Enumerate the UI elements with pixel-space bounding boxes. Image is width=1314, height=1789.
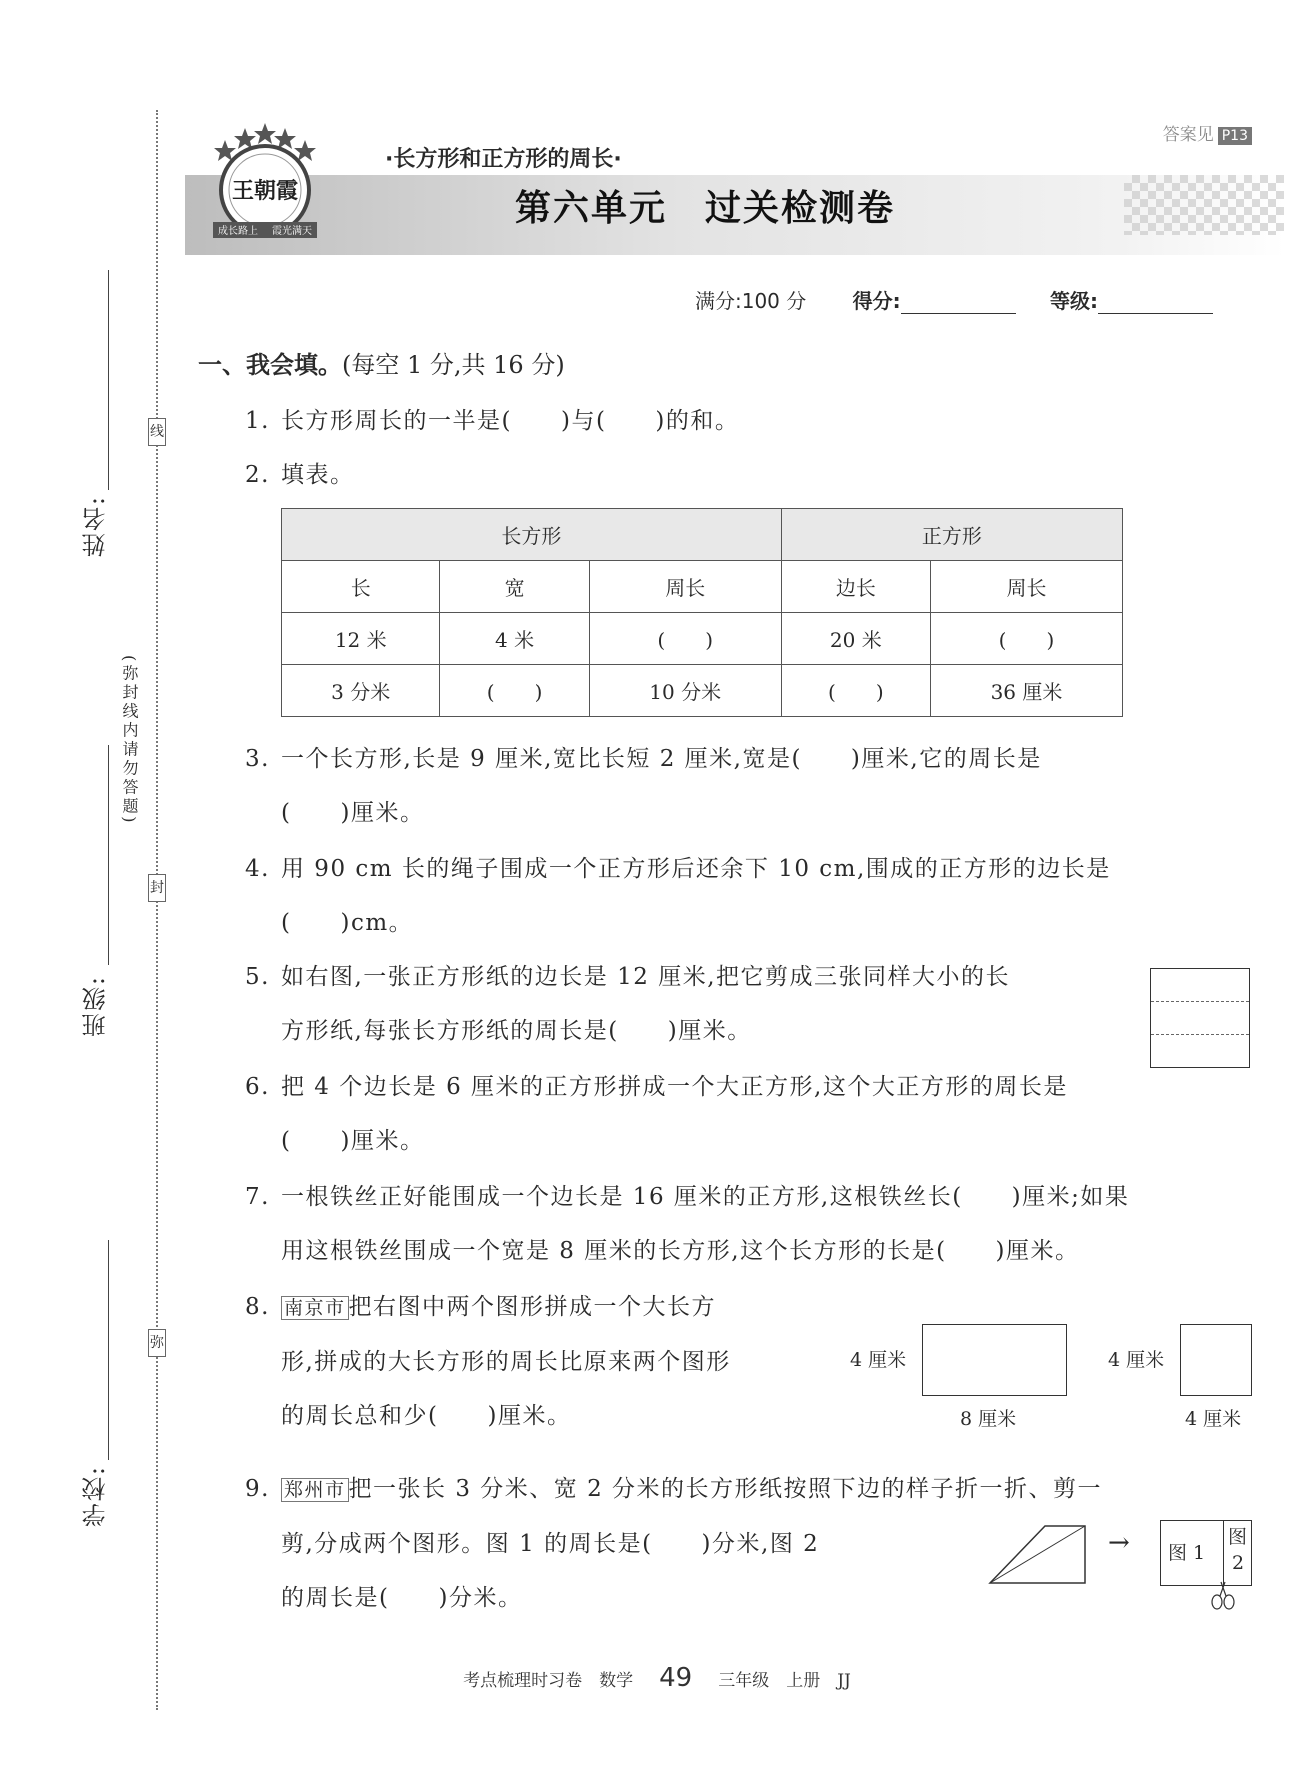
binding-dotted-line [156,110,158,1710]
city-tag: 南京市 [281,1296,349,1320]
grade-blank[interactable] [1098,294,1213,314]
unit-subtitle: ·长方形和正方形的周长· [385,147,622,172]
question-number: 6. [245,1074,270,1100]
logo-name: 王朝霞 [231,178,299,204]
score-line [695,285,1241,314]
question-text-cont: 的周长总和少( )厘米。 [281,1403,572,1429]
question-9 [245,1462,1102,1625]
table-group-square: 正方形 [781,509,1122,561]
question-text: 一根铁丝正好能围成一个边长是 16 厘米的正方形,这根铁丝长( )厘米;如果 [281,1184,1130,1210]
q9-folded-paper-icon [985,1518,1095,1588]
scissors-icon [1208,1580,1238,1610]
table-row [282,613,1123,665]
table-header: 边长 [781,561,930,613]
question-text: 长方形周长的一半是( )与( )的和。 [281,408,740,434]
table-row [282,665,1123,717]
question-text: 把一张长 3 分米、宽 2 分米的长方形纸按照下边的样子折一折、剪一 [348,1476,1103,1502]
question-text-cont: ( )厘米。 [281,800,425,826]
binding-mark-mi: 弥 [148,1329,166,1357]
table-cell: 10 分米 [589,665,781,717]
city-tag: 郑州市 [281,1478,349,1502]
q9-fig2-label: 图 [1228,1526,1248,1548]
table-answer-cell[interactable]: ( ) [930,613,1122,665]
footer-left: 考点梳理时习卷 数学 [463,1671,634,1691]
question-7 [245,1170,1129,1278]
question-5 [245,950,1010,1058]
q8-rect-width-label: 8 厘米 [960,1408,1017,1430]
question-text-cont: 方形纸,每张长方形纸的周长是( )厘米。 [281,1018,752,1044]
page-number: 49 [659,1663,693,1693]
question-text-cont: ( )cm。 [281,910,414,936]
table-header: 周长 [589,561,781,613]
name-blank-line[interactable] [108,270,109,490]
table-header: 长 [282,561,440,613]
page-footer [0,1663,1314,1693]
question-3 [245,732,1042,840]
question-number: 9. [245,1476,270,1502]
footer-right: 三年级 上册 JJ [718,1671,851,1691]
table-header: 周长 [930,561,1122,613]
table-header: 宽 [440,561,589,613]
question-number: 2. [245,462,270,488]
question-number: 3. [245,746,270,772]
score-blank[interactable] [901,294,1016,314]
table-group-rectangle: 长方形 [282,509,782,561]
header-checker-pattern [1124,175,1284,235]
question-1 [245,394,739,448]
question-2 [245,448,355,502]
seal-notice: (弥封线内请勿答题) [120,655,139,826]
question-text: 把右图中两个图形拼成一个大长方 [348,1294,717,1320]
school-blank-line[interactable] [108,1240,109,1460]
question-text: 用 90 cm 长的绳子围成一个正方形后还余下 10 cm,围成的正方形的边长是 [281,856,1111,882]
section-title: 一、我会填。 [198,351,342,379]
class-blank-line[interactable] [108,745,109,965]
table-cell: 3 分米 [282,665,440,717]
logo-motto-right: 霞光满天 [272,226,312,237]
question-text-cont: 的周长是( )分米。 [281,1585,523,1611]
question-number: 8. [245,1294,270,1320]
question-number: 7. [245,1184,270,1210]
table-answer-cell[interactable]: ( ) [440,665,589,717]
q8-rect-height-label: 4 厘米 [850,1349,907,1371]
table-answer-cell[interactable]: ( ) [589,613,781,665]
q8-rectangle-figure [922,1324,1067,1396]
name-label: 姓名: [82,495,110,558]
q9-fig1-label: 图 1 [1168,1542,1206,1564]
score-label: 得分: [852,289,901,313]
q5-cut-line [1151,1001,1249,1002]
q9-fig2-label-num: 2 [1232,1552,1245,1574]
table-cell: 12 米 [282,613,440,665]
table-cell: 20 米 [781,613,930,665]
q9-arrow: → [1108,1528,1130,1558]
section-heading [198,345,565,380]
logo-motto-left: 成长路上 [218,226,258,237]
class-label: 班级: [82,975,110,1038]
q5-cut-line [1151,1034,1249,1035]
full-score: 满分:100 分 [695,289,807,313]
question-text: 把 4 个边长是 6 厘米的正方形拼成一个大正方形,这个大正方形的周长是 [281,1074,1068,1100]
page-title: 第六单元 过关检测卷 [515,188,896,229]
binding-mark-line: 线 [148,418,166,446]
q8-square-width-label: 4 厘米 [1185,1408,1242,1430]
q8-square-figure [1180,1324,1252,1396]
question-6 [245,1060,1068,1168]
question-number: 5. [245,964,270,990]
question-text-cont: 用这根铁丝围成一个宽是 8 厘米的长方形,这个长方形的长是( )厘米。 [281,1238,1080,1264]
question-text-cont: ( )厘米。 [281,1128,425,1154]
answer-reference [1163,120,1252,145]
question-text: 填表。 [281,462,355,488]
question-text-cont: 形,拼成的大长方形的周长比原来两个图形 [281,1349,731,1375]
question-4 [245,842,1111,950]
question-text-cont: 剪,分成两个图形。图 1 的周长是( )分米,图 2 [281,1531,820,1557]
question-number: 4. [245,856,270,882]
answer-ref-label: 答案见 [1162,125,1214,145]
q8-square-height-label: 4 厘米 [1108,1349,1165,1371]
question-text: 如右图,一张正方形纸的边长是 12 厘米,把它剪成三张同样大小的长 [281,964,1011,990]
table-answer-cell[interactable]: ( ) [781,665,930,717]
school-label: 学校: [82,1465,110,1528]
section-points: (每空 1 分,共 16 分) [342,351,565,379]
q9-cut-divider [1223,1520,1224,1586]
question-number: 1. [245,408,270,434]
q5-square-figure [1150,968,1250,1068]
question-8 [245,1280,731,1443]
question-text: 一个长方形,长是 9 厘米,宽比长短 2 厘米,宽是( )厘米,它的周长是 [281,746,1042,772]
grade-label: 等级: [1050,289,1098,313]
table-cell: 36 厘米 [930,665,1122,717]
fill-table [281,508,1123,717]
brand-logo [205,118,325,248]
table-cell: 4 米 [440,613,589,665]
binding-mark-seal: 封 [148,874,166,902]
answer-ref-page: P13 [1218,127,1252,145]
